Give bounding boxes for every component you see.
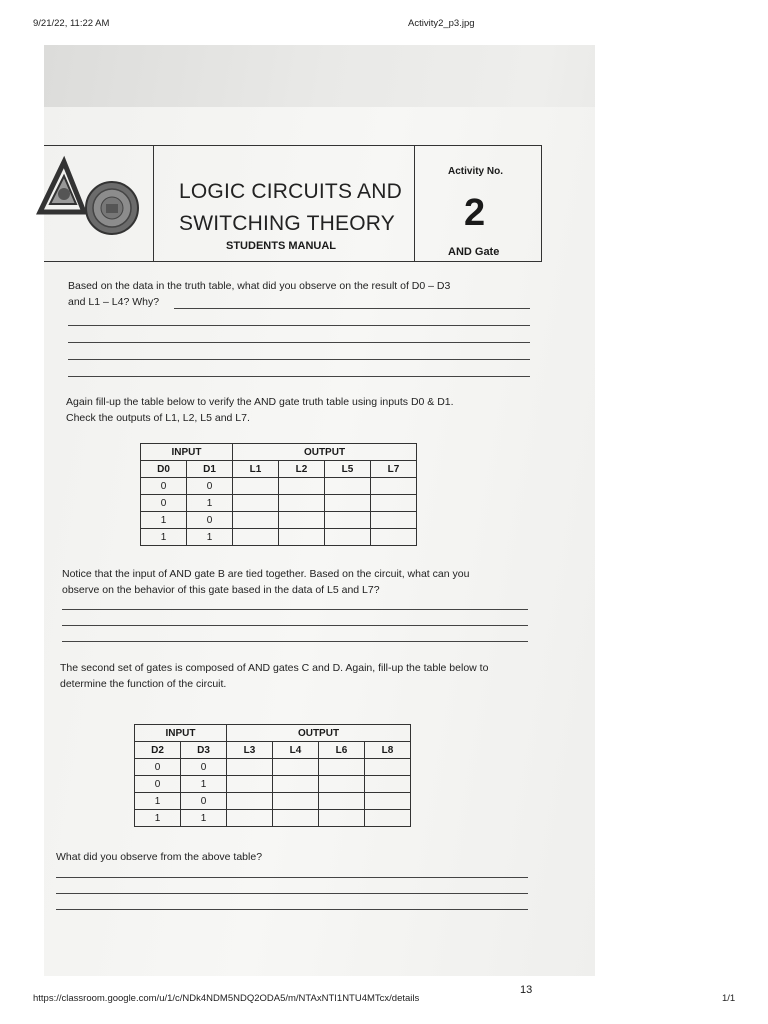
answer-line[interactable] [56,909,528,910]
blank-cell[interactable] [233,529,279,546]
blank-cell[interactable] [319,776,365,793]
blank-cell[interactable] [233,512,279,529]
blank-cell[interactable] [365,776,411,793]
activity-topic: AND Gate [448,246,500,258]
activity-label: Activity No. [448,166,504,177]
blank-cell[interactable] [273,759,319,776]
table-row: 0 0 [135,759,411,776]
manual-title-line1: LOGIC CIRCUITS AND [179,180,402,203]
table1-output-header: OUTPUT [233,444,417,461]
manual-subtitle: STUDENTS MANUAL [226,240,336,252]
table-row: 1 0 [135,793,411,810]
answer-line[interactable] [174,308,530,309]
blank-cell[interactable] [371,478,417,495]
blank-cell[interactable] [371,495,417,512]
table-row: 1 0 [141,512,417,529]
blank-cell[interactable] [365,793,411,810]
blank-cell[interactable] [227,776,273,793]
blank-cell[interactable] [227,759,273,776]
answer-line[interactable] [56,877,528,878]
answer-line[interactable] [68,359,530,360]
question-3: Notice that the input of AND gate B are tied together. Based on the circuit, what can you observe on the behavior of this gate based in the data of L5 and L7? [62,568,470,596]
table1-input-header: INPUT [141,444,233,461]
university-seal-icon [84,180,140,236]
blank-cell[interactable] [273,776,319,793]
triangle-logo-icon [36,154,84,218]
question-1: Based on the data in the truth table, what did you observe on the result of D0 – D3 and L1 – L4? Why? [68,280,451,308]
blank-cell[interactable] [273,810,319,827]
activity-number: 2 [464,192,486,234]
blank-cell[interactable] [227,810,273,827]
question-4: The second set of gates is composed of AND gates C and D. Again, fill-up the table below to determine the function of the circuit. [60,662,489,690]
table-row: 1 1 [141,529,417,546]
blank-cell[interactable] [279,495,325,512]
print-url: https://classroom.google.com/u/1/c/NDk4NDM5NDQ2ODA5/m/NTAxNTI1NTU4MTcx/details [33,993,420,1004]
truth-table-1: INPUT OUTPUT D0 D1 L1 L2 L5 L7 0 0 0 1 1 0 1 1 [140,443,417,546]
blank-cell[interactable] [371,529,417,546]
blank-cell[interactable] [319,810,365,827]
blank-cell[interactable] [371,512,417,529]
print-page-count: 1/1 [722,993,736,1004]
blank-cell[interactable] [279,478,325,495]
blank-cell[interactable] [319,793,365,810]
print-filename: Activity2_p3.jpg [408,18,475,29]
blank-cell[interactable] [325,512,371,529]
blank-cell[interactable] [325,495,371,512]
blank-cell[interactable] [325,478,371,495]
answer-line[interactable] [68,325,530,326]
blank-cell[interactable] [233,478,279,495]
question-2: Again fill-up the table below to verify the AND gate truth table using inputs D0 & D1. Check the outputs of L1, L2, L5 and L7. [66,396,454,424]
table-row: 0 1 [141,495,417,512]
blank-cell[interactable] [365,810,411,827]
table-row: 0 1 [135,776,411,793]
blank-cell[interactable] [233,495,279,512]
page-number: 13 [520,984,533,996]
manual-title-line2: SWITCHING THEORY [179,212,395,235]
blank-cell[interactable] [279,512,325,529]
table2-output-header: OUTPUT [227,725,411,742]
blank-cell[interactable] [227,793,273,810]
table2-input-header: INPUT [135,725,227,742]
answer-line[interactable] [62,625,528,626]
blank-cell[interactable] [319,759,365,776]
table-row: 1 1 [135,810,411,827]
manual-header [44,145,542,262]
question-5: What did you observe from the above table? [56,851,263,863]
blank-cell[interactable] [325,529,371,546]
blank-cell[interactable] [365,759,411,776]
document-photo [44,45,595,996]
answer-line[interactable] [68,376,530,377]
blank-cell[interactable] [279,529,325,546]
blank-cell[interactable] [273,793,319,810]
table-row: 0 0 [141,478,417,495]
answer-line[interactable] [62,609,528,610]
answer-line[interactable] [56,893,528,894]
manual-page [44,107,595,996]
print-datetime: 9/21/22, 11:22 AM [33,18,110,29]
answer-line[interactable] [62,641,528,642]
truth-table-2: INPUT OUTPUT D2 D3 L3 L4 L6 L8 0 0 0 1 1 0 1 1 [134,724,411,827]
answer-line[interactable] [68,342,530,343]
